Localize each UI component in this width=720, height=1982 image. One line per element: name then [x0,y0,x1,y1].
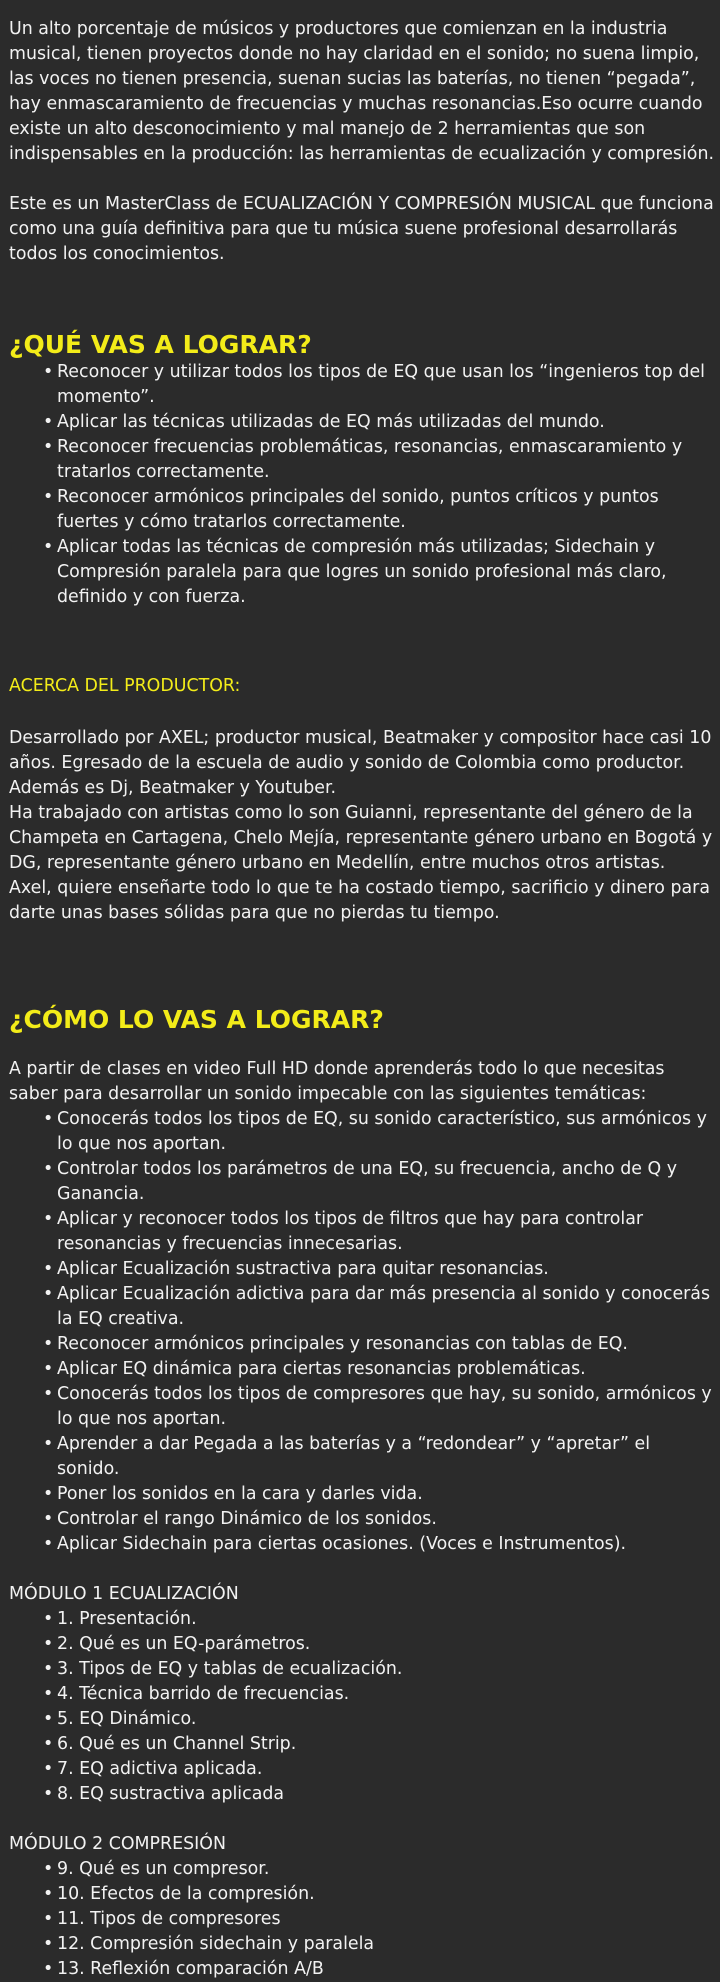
lesson-item: • 5. EQ Dinámico. [57,1707,716,1732]
lesson-item: • 3. Tipos de EQ y tablas de ecualización. [57,1657,716,1682]
lesson-item: • 1. Presentación. [57,1607,716,1632]
bio-paragraph: Desarrollado por AXEL; productor musical, Beatmaker y compositor hace casi 10 años. Egresado de la escuela de audio y sonido de Colombia como productor. Además es Dj, Beatmaker y Youtuber. [9,728,712,798]
list-item: • Reconocer frecuencias problemáticas, resonancias, enmascaramiento y tratarlos correctamente. [57,435,716,485]
que-vas-a-lograr-heading: ¿QUÉ VAS A LOGRAR? [9,330,312,359]
module-2-lessons [9,1857,716,1982]
bio-paragraph: Ha trabajado con artistas como lo son Guianni, representante del género de la Champeta en Cartagena, Chelo Mejía, representante género urbano en Bogotá y DG, representante género urbano en Medellín, entre muchos otros artistas. [9,803,713,873]
list-item: • Aplicar las técnicas utilizadas de EQ más utilizadas del mundo. [57,410,716,435]
lesson-item: • 11. Tipos de compresores [57,1907,716,1932]
intro-paragraph-2: Este es un MasterClass de ECUALIZACIÓN Y COMPRESIÓN MUSICAL que funciona como una guía definitiva para que tu música suene profesional desarrollarás todos los conocimientos. [9,194,714,264]
como-lo-vas-a-lograr-heading: ¿CÓMO LO VAS A LOGRAR? [9,1005,384,1034]
lesson-item: • 8. EQ sustractiva aplicada [57,1782,716,1807]
que-vas-a-lograr-list [9,360,716,610]
list-item: • Poner los sonidos en la cara y darles vida. [57,1482,716,1507]
producer-bio [9,726,716,926]
list-item: • Controlar el rango Dinámico de los sonidos. [57,1507,716,1532]
list-item: • Aplicar todas las técnicas de compresión más utilizadas; Sidechain y Compresión paralela para que logres un sonido profesional más claro, definido y con fuerza. [57,535,716,610]
module-1-lessons [9,1607,716,1807]
lesson-item: • 6. Qué es un Channel Strip. [57,1732,716,1757]
lesson-item: • 9. Qué es un compresor. [57,1857,716,1882]
lesson-item: • 12. Compresión sidechain y paralela [57,1932,716,1957]
lesson-item: • 7. EQ adictiva aplicada. [57,1757,716,1782]
list-item: • Aplicar y reconocer todos los tipos de filtros que hay para controlar resonancias y frecuencias innecesarias. [57,1207,716,1257]
list-item: • Aprender a dar Pegada a las baterías y a “redondear” y “apretar” el sonido. [57,1432,716,1482]
intro-paragraph-1: Un alto porcentaje de músicos y productores que comienzan en la industria musical, tienen proyectos donde no hay claridad en el sonido; no suena limpio, las voces no tienen presencia, suenan sucias las baterías, no tienen “pegada”, hay enmascaramiento de frecuencias y muchas resonancias.Eso ocurre cuando existe un alto desconocimiento y mal manejo de 2 herramientas que son indispensables en la producción: las herramientas de ecualización y compresión. [9,19,714,164]
lesson-item: • 10. Efectos de la compresión. [57,1882,716,1907]
bio-paragraph: Axel, quiere enseñarte todo lo que te ha costado tiempo, sacrificio y dinero para darte unas bases sólidas para que no pierdas tu tiempo. [9,878,710,923]
como-intro-paragraph: A partir de clases en video Full HD donde aprenderás todo lo que necesitas saber para desarrollar un sonido impecable con las siguientes temáticas: [9,1059,665,1104]
tematicas-list [9,1107,716,1557]
lesson-item: • 4. Técnica barrido de frecuencias. [57,1682,716,1707]
list-item: • Reconocer armónicos principales del sonido, puntos críticos y puntos fuertes y cómo tratarlos correctamente. [57,485,716,535]
list-item: • Controlar todos los parámetros de una EQ, su frecuencia, ancho de Q y Ganancia. [57,1157,716,1207]
list-item: • Conocerás todos los tipos de EQ, su sonido característico, sus armónicos y lo que nos aportan. [57,1107,716,1157]
list-item: • Reconocer y utilizar todos los tipos de EQ que usan los “ingenieros top del momento”. [57,360,716,410]
list-item: • Aplicar Ecualización adictiva para dar más presencia al sonido y conocerás la EQ creativa. [57,1282,716,1332]
list-item: • Aplicar EQ dinámica para ciertas resonancias problemáticas. [57,1357,716,1382]
lesson-item: • 13. Reflexión comparación A/B [57,1957,716,1982]
module-1-title: MÓDULO 1 ECUALIZACIÓN [9,1584,239,1604]
lesson-item: • 2. Qué es un EQ-parámetros. [57,1632,716,1657]
acerca-del-productor-heading: ACERCA DEL PRODUCTOR: [9,676,241,696]
list-item: • Aplicar Sidechain para ciertas ocasiones. (Voces e Instrumentos). [57,1532,716,1557]
list-item: • Conocerás todos los tipos de compresores que hay, su sonido, armónicos y lo que nos aportan. [57,1382,716,1432]
module-2-title: MÓDULO 2 COMPRESIÓN [9,1834,226,1854]
list-item: • Reconocer armónicos principales y resonancias con tablas de EQ. [57,1332,716,1357]
list-item: • Aplicar Ecualización sustractiva para quitar resonancias. [57,1257,716,1282]
